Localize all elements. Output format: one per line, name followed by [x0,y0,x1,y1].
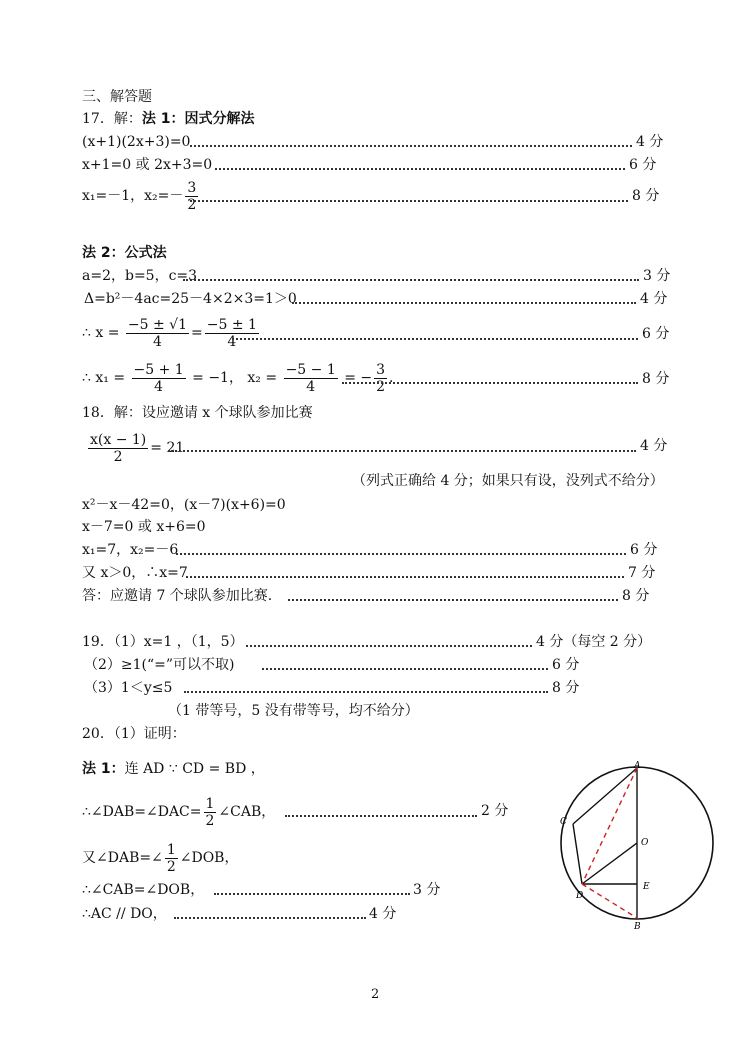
segment-do [582,843,637,884]
leader-dots [168,450,636,452]
fraction-denominator: 4 [152,333,162,350]
fraction [88,432,148,465]
q17-line1-score: 4 分 [636,134,664,150]
dashed-segment-db [582,884,637,918]
leader-dots [176,553,626,555]
fraction-denominator: 4 [154,378,164,395]
q17-header-prefix: 17．解： [82,111,142,127]
q17-line3-score: 8 分 [632,188,660,204]
fraction [205,317,259,350]
leader-dots [190,145,632,147]
q20-m1-line4-score: 3 分 [413,882,441,898]
point-label-c: C [560,817,567,827]
point-label-d: D [576,891,584,901]
fraction [185,180,198,213]
q19-line3-score: 8 分 [552,680,580,696]
leader-dots [174,917,366,919]
leader-dots [288,599,618,601]
q18-eq-score: 4 分 [640,438,668,454]
q20-m1-line1 [82,760,265,778]
circle-geometry-figure [548,758,723,933]
page-number: 2 [371,987,380,1002]
leader-dots [184,691,548,693]
q20-m1-line3-a: 又∠DAB=∠ [82,850,163,866]
chord-ac [573,768,637,824]
q18-line1: x²－x－42=0，(x－7)(x+6)=0 [82,497,286,513]
period: . [389,370,394,386]
leader-dots [214,893,410,895]
q17-method2-title: 法 2：公式法 [82,245,167,261]
dashed-segment-ad [582,768,637,884]
fraction-numerator: 3 [187,179,197,196]
fraction-numerator: −5 ± √1 [127,316,187,333]
fraction [126,317,189,350]
leader-dots [183,279,639,281]
q17-line3-text: x₁=－1，x₂=－ [82,188,184,204]
q17-header [82,110,254,128]
point-label-o: O [641,838,649,848]
fraction-numerator: x(x − 1) [90,431,147,448]
q19-line3: （3）1＜y≤5 [84,680,173,696]
leader-dots [292,302,636,304]
q18-line5: 答：应邀请 7 个球队参加比赛. [82,588,273,604]
leader-dots [186,576,624,578]
fraction-numerator: 1 [166,841,176,858]
leader-dots [262,668,548,670]
q20-m1-line1-text: 连 AD ∵ CD = BD ， [124,761,265,777]
q18-line5-score: 8 分 [622,588,650,604]
fraction-denominator: 2 [166,858,176,875]
q18-line4: 又 x＞0，∴x=7 [82,565,188,581]
q20-m1-line2-a: ∴∠DAB=∠DAC= [82,804,202,820]
leader-dots [190,200,628,202]
fraction-denominator: 2 [113,448,123,465]
q19-line1: 19．（1）x=1 ，（1，5） [82,634,244,650]
q18-line4-score: 7 分 [628,565,656,581]
q17-m2-line4-b: = −1， x₂ = [192,370,278,386]
chord-cd [573,824,582,884]
fraction [284,362,338,395]
q17-m2-line3-prefix: ∴ x = [82,325,120,341]
q17-line2-score: 6 分 [629,157,657,173]
fraction-numerator: 3 [376,361,386,378]
fraction [374,362,387,395]
q17-m2-line4-a: ∴ x₁ = [82,370,126,386]
fraction [204,796,217,829]
q18-header: 18．解：设应邀请 x 个球队参加比赛 [82,405,313,421]
fraction [132,362,186,395]
fraction-denominator: 2 [376,378,386,395]
q17-m2-line3-score: 6 分 [642,326,670,342]
fraction-denominator: 4 [306,378,316,395]
leader-dots [285,815,477,817]
q20-m1-line5: ∴AC // DO， [82,906,167,922]
q17-m2-line1: a=2，b=5，c=3 [82,268,198,284]
q17-m2-line2-score: 4 分 [640,291,668,307]
q18-line3-score: 6 分 [630,542,658,558]
q20-m1-line5-score: 4 分 [369,906,397,922]
q18-line2: x－7=0 或 x+6=0 [82,519,206,535]
fraction-numerator: −5 − 1 [285,361,336,378]
q20-method1-label: 法 1： [82,761,125,777]
point-label-a: A [634,761,641,771]
q18-eq-rhs: = 21 [150,440,185,456]
q17-m2-line4-score: 8 分 [642,371,670,387]
q17-m2-line2: Δ=b²－4ac=25－4×2×3=1＞0 [84,291,297,307]
leader-dots [215,168,625,170]
q20-m1-line2 [82,792,275,832]
point-label-e: E [643,882,650,892]
q19-line2-score: 6 分 [552,657,580,673]
fraction-denominator: 2 [205,812,215,829]
leader-dots [342,382,638,384]
q20-m1-line2-score: 2 分 [481,803,509,819]
q18-line3: x₁=7，x₂=－6 [82,542,179,558]
q17-line1: (x+1)(2x+3)=0 [82,134,191,150]
q18-equation [86,428,184,468]
q20-m1-line2-b: ∠CAB， [218,804,276,820]
fraction-numerator: −5 + 1 [133,361,184,378]
q17-m2-line4-c: = − [344,370,373,386]
q17-m2-line1-score: 3 分 [643,268,671,284]
leader-dots [246,645,532,647]
q20-m1-line4: ∴∠CAB=∠DOB， [82,882,205,898]
q18-note: （列式正确给 4 分；如果只有设，没列式不给分） [352,473,664,489]
point-label-b: B [634,922,641,932]
q17-m2-line4 [82,358,394,398]
fraction-denominator: 2 [187,196,197,213]
q17-line3 [82,178,200,214]
q20-header: 20．（1）证明： [82,726,186,742]
section-title: 三、解答题 [82,89,152,105]
fraction [165,842,178,875]
equals-sign: = [191,325,203,341]
fraction-numerator: −5 ± 1 [206,316,257,333]
q19-note: （1 带等号，5 没有带等号，均不给分） [168,703,419,719]
q19-line1-score: 4 分（每空 2 分） [536,634,652,650]
fraction-denominator: 4 [227,333,237,350]
q17-line2: x+1=0 或 2x+3=0 [82,157,213,173]
q19-line2: （2）≥1(“=”可以不取) [84,657,235,673]
q17-method1-title: 法 1：因式分解法 [141,111,255,127]
q20-m1-line3 [82,838,238,878]
q17-m2-line3 [82,313,261,353]
fraction-numerator: 1 [205,795,215,812]
q20-m1-line3-b: ∠DOB， [179,850,239,866]
leader-dots [232,338,638,340]
